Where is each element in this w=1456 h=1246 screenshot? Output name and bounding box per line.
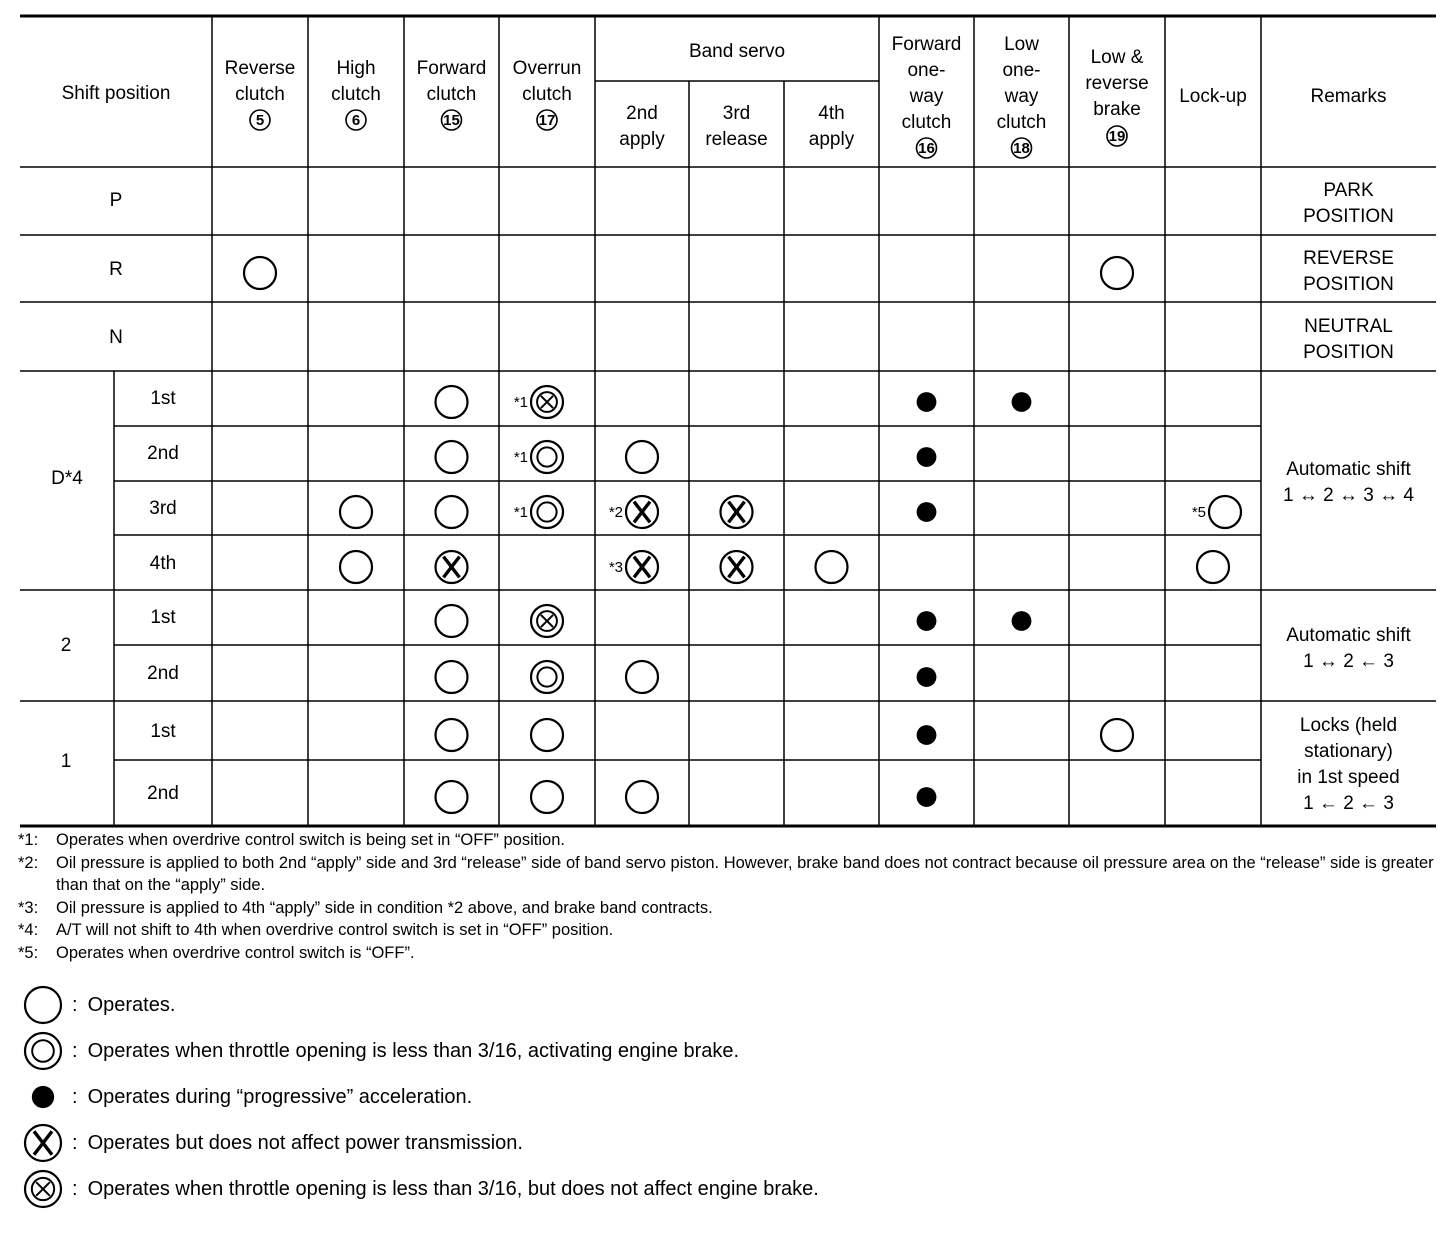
cell-d2-forward-circle-symbol: [436, 441, 468, 473]
cell-l1-forward-circle-symbol: [436, 719, 468, 751]
4th-apply-header: apply: [808, 129, 855, 150]
overrun-clutch-header: clutch: [522, 84, 572, 105]
remark-drive: Automatic shift: [1286, 459, 1411, 480]
low-reverse-brake-header: Low &: [1090, 47, 1144, 68]
footnote-text: A/T will not shift to 4th when overdrive control switch is set in “OFF” position.: [56, 921, 614, 939]
forward-clutch-header: clutch: [426, 84, 477, 105]
low-reverse-brake-header: reverse: [1085, 73, 1149, 94]
legend-text: Operates.: [87, 993, 176, 1016]
footnote-5: [18, 942, 1438, 965]
low-one-way-clutch-header: one-: [1002, 60, 1041, 81]
remark-park: PARK: [1323, 180, 1374, 201]
reverse-clutch-header: Reverse: [224, 58, 296, 79]
dot-symbol-icon: [22, 1076, 64, 1118]
footnote-text: Operates when overdrive control switch is being set in “OFF” position.: [56, 831, 565, 849]
cell-footnote-tag: *5: [1191, 504, 1206, 521]
cell-l2-overrun-circle-symbol: [531, 781, 563, 813]
gear-label-d3: 3rd: [149, 498, 177, 519]
cell-l2-apply2-circle-symbol: [626, 781, 658, 813]
cell-d3-high-circle-symbol: [340, 496, 372, 528]
cell-d1-overrun-circle-x-symbol: [531, 386, 563, 418]
remark-neutral: POSITION: [1303, 342, 1394, 363]
remark-first: 1 ← 2 ← 3: [1303, 793, 1394, 814]
high-clutch-header: clutch: [331, 84, 381, 105]
cell-d4-apply2-x-symbol: [626, 551, 658, 583]
cell-footnote-tag: *1: [513, 449, 528, 466]
cell-d1-fowc-dot-symbol: [917, 392, 937, 412]
overrun-clutch-header: Overrun: [512, 58, 582, 79]
footnote-id: *2:: [18, 853, 39, 872]
svg-text:17: 17: [538, 112, 556, 129]
remark-first: Locks (held: [1299, 715, 1398, 736]
remark-first: in 1st speed: [1297, 767, 1400, 788]
reverse-clutch-header: clutch: [235, 84, 285, 105]
cell-d2-overrun-double-circle-symbol: [531, 441, 563, 473]
legend-colon: :: [72, 1085, 78, 1108]
2nd-apply-header: apply: [619, 129, 665, 150]
forward-one-way-clutch-header: clutch: [901, 112, 952, 133]
low-reverse-brake-header: brake: [1093, 99, 1141, 120]
remark-drive: 1 ↔ 2 ↔ 3 ↔ 4: [1283, 485, 1414, 506]
remarks-header: Remarks: [1310, 86, 1387, 107]
cell-d4-forward-x-symbol: [436, 551, 468, 583]
gear-label-d4: 4th: [149, 553, 177, 574]
legend-colon: :: [72, 1131, 78, 1154]
remark-reverse: REVERSE: [1303, 248, 1394, 269]
remark-second: 1 ↔ 2 ← 3: [1303, 651, 1394, 672]
footnote-id: *3:: [18, 898, 39, 917]
cell-d3-fowc-dot-symbol: [917, 502, 937, 522]
legend-text: Operates when throttle opening is less than 3/16, activating engine brake.: [87, 1039, 740, 1062]
footnote-id: *4:: [18, 921, 39, 939]
svg-text:15: 15: [443, 112, 460, 129]
cell-d4-release3-x-symbol: [721, 551, 753, 583]
position-p: P: [109, 190, 123, 211]
legend-colon: :: [72, 1177, 78, 1200]
3rd-release-header: 3rd: [722, 103, 751, 124]
legend-item-dot: [22, 1074, 1122, 1120]
cell-s1-forward-circle-symbol: [436, 605, 468, 637]
forward-one-way-clutch-header: one-: [907, 60, 946, 81]
cell-s2-fowc-dot-symbol: [917, 667, 937, 687]
cell-l1-overrun-circle-symbol: [531, 719, 563, 751]
forward-one-way-clutch-number: [917, 138, 937, 158]
cell-s1-overrun-circle-x-symbol: [531, 605, 563, 637]
cell-s2-forward-circle-symbol: [436, 661, 468, 693]
footnotes: [18, 829, 1438, 964]
band-servo-header: Band servo: [688, 41, 786, 62]
cell-l1-lowrev-circle-symbol: [1101, 719, 1133, 751]
cell-d3-overrun-double-circle-symbol: [531, 496, 563, 528]
legend-item-x: [22, 1120, 1122, 1166]
low-reverse-brake-number: [1107, 126, 1127, 146]
forward-one-way-clutch-header: way: [909, 86, 944, 107]
circle-x-symbol-icon: [22, 1168, 64, 1210]
remark-neutral: NEUTRAL: [1304, 316, 1393, 337]
2nd-apply-header: 2nd: [626, 103, 658, 124]
svg-text:6: 6: [351, 112, 361, 129]
position-r: R: [109, 259, 123, 280]
position-1: 1: [60, 751, 72, 772]
footnote-text: Operates when overdrive control switch is “OFF”.: [56, 943, 415, 962]
cell-s2-apply2-circle-symbol: [626, 661, 658, 693]
cell-footnote-tag: *1: [513, 394, 528, 411]
forward-clutch-header: Forward: [416, 58, 487, 79]
high-clutch-header: High: [336, 58, 376, 79]
position-d: D*4: [51, 468, 83, 489]
gear-label-d2: 2nd: [147, 443, 179, 464]
gear-label-s2: 2nd: [147, 663, 179, 684]
reverse-clutch-header-number: [250, 110, 270, 130]
symbol-legend: [22, 982, 1122, 1212]
cell-d3-apply2-x-symbol: [626, 496, 658, 528]
svg-text:16: 16: [918, 140, 935, 157]
svg-text:19: 19: [1108, 128, 1126, 145]
footnote-2: [18, 852, 1438, 897]
footnote-text: Oil pressure is applied to both 2nd “apply” side and 3rd “release” side of band servo piston. However, brake band does not contract because oil pressure area on the “release” side is greater than that on the “apply” side.: [56, 853, 1434, 894]
footnote-text: Oil pressure is applied to 4th “apply” side in condition *2 above, and brake band contracts.: [56, 898, 713, 917]
legend-text: Operates when throttle opening is less than 3/16, but does not affect engine brake.: [87, 1177, 819, 1200]
cell-footnote-tag: *1: [513, 504, 528, 521]
x-symbol-icon: [22, 1122, 64, 1164]
3rd-release-header: release: [705, 129, 768, 150]
svg-text:5: 5: [255, 112, 265, 129]
cell-s1-fowc-dot-symbol: [917, 611, 937, 631]
low-one-way-clutch-header: way: [1004, 86, 1039, 107]
gear-label-l1: 1st: [150, 721, 176, 742]
forward-one-way-clutch-header: Forward: [891, 34, 962, 55]
cell-d4-lockup-circle-symbol: [1197, 551, 1229, 583]
shift-position-header: Shift position: [61, 83, 171, 104]
remark-second: Automatic shift: [1286, 625, 1411, 646]
legend-text: Operates but does not affect power transmission.: [87, 1131, 523, 1154]
cell-s2-overrun-double-circle-symbol: [531, 661, 563, 693]
low-one-way-clutch-header: clutch: [996, 112, 1047, 133]
gear-label-l2: 2nd: [147, 783, 179, 804]
lock-up-header: Lock-up: [1179, 86, 1247, 107]
low-one-way-clutch-number: [1012, 138, 1032, 158]
gear-label-d1: 1st: [150, 388, 176, 409]
cell-l2-forward-circle-symbol: [436, 781, 468, 813]
cell-footnote-tag: *3: [608, 559, 623, 576]
overrun-clutch-header-number: [537, 110, 557, 130]
cell-s1-lowc-dot-symbol: [1012, 611, 1032, 631]
double-circle-symbol-icon: [22, 1030, 64, 1072]
legend-item-circle: [22, 982, 1122, 1028]
cell-l1-fowc-dot-symbol: [917, 725, 937, 745]
cell-d4-apply4-circle-symbol: [816, 551, 848, 583]
low-one-way-clutch-header: Low: [1004, 34, 1039, 55]
footnote-id: *5:: [18, 943, 39, 962]
legend-colon: :: [72, 1039, 78, 1062]
remark-park: POSITION: [1303, 206, 1394, 227]
cell-r-lowrev-circle-symbol: [1101, 257, 1133, 289]
remark-first: stationary): [1304, 741, 1393, 762]
position-n: N: [109, 327, 123, 348]
footnote-3: [18, 897, 1438, 920]
cell-footnote-tag: *2: [608, 504, 623, 521]
footnote-1: [18, 829, 1438, 852]
footnote-id: *1:: [18, 831, 39, 849]
legend-text: Operates during “progressive” acceleration.: [87, 1085, 473, 1108]
cell-d4-high-circle-symbol: [340, 551, 372, 583]
cell-d2-apply2-circle-symbol: [626, 441, 658, 473]
cell-d3-forward-circle-symbol: [436, 496, 468, 528]
remark-reverse: POSITION: [1303, 274, 1394, 295]
svg-text:18: 18: [1013, 140, 1030, 157]
position-2: 2: [60, 635, 72, 656]
cell-d3-lockup-circle-symbol: [1209, 496, 1241, 528]
legend-colon: :: [72, 993, 78, 1016]
cell-d1-lowc-dot-symbol: [1012, 392, 1032, 412]
high-clutch-header-number: [346, 110, 366, 130]
footnote-4: [18, 919, 1438, 942]
cell-d2-fowc-dot-symbol: [917, 447, 937, 467]
cell-r-reverse-circle-symbol: [244, 257, 276, 289]
cell-d1-forward-circle-symbol: [436, 386, 468, 418]
cell-l2-fowc-dot-symbol: [917, 787, 937, 807]
gear-label-s1: 1st: [150, 607, 176, 628]
legend-item-double-circle: [22, 1028, 1122, 1074]
circle-symbol-icon: [22, 984, 64, 1026]
legend-item-circle-x: [22, 1166, 1122, 1212]
cell-d3-release3-x-symbol: [721, 496, 753, 528]
forward-clutch-header-number: [442, 110, 462, 130]
4th-apply-header: 4th: [818, 103, 845, 124]
